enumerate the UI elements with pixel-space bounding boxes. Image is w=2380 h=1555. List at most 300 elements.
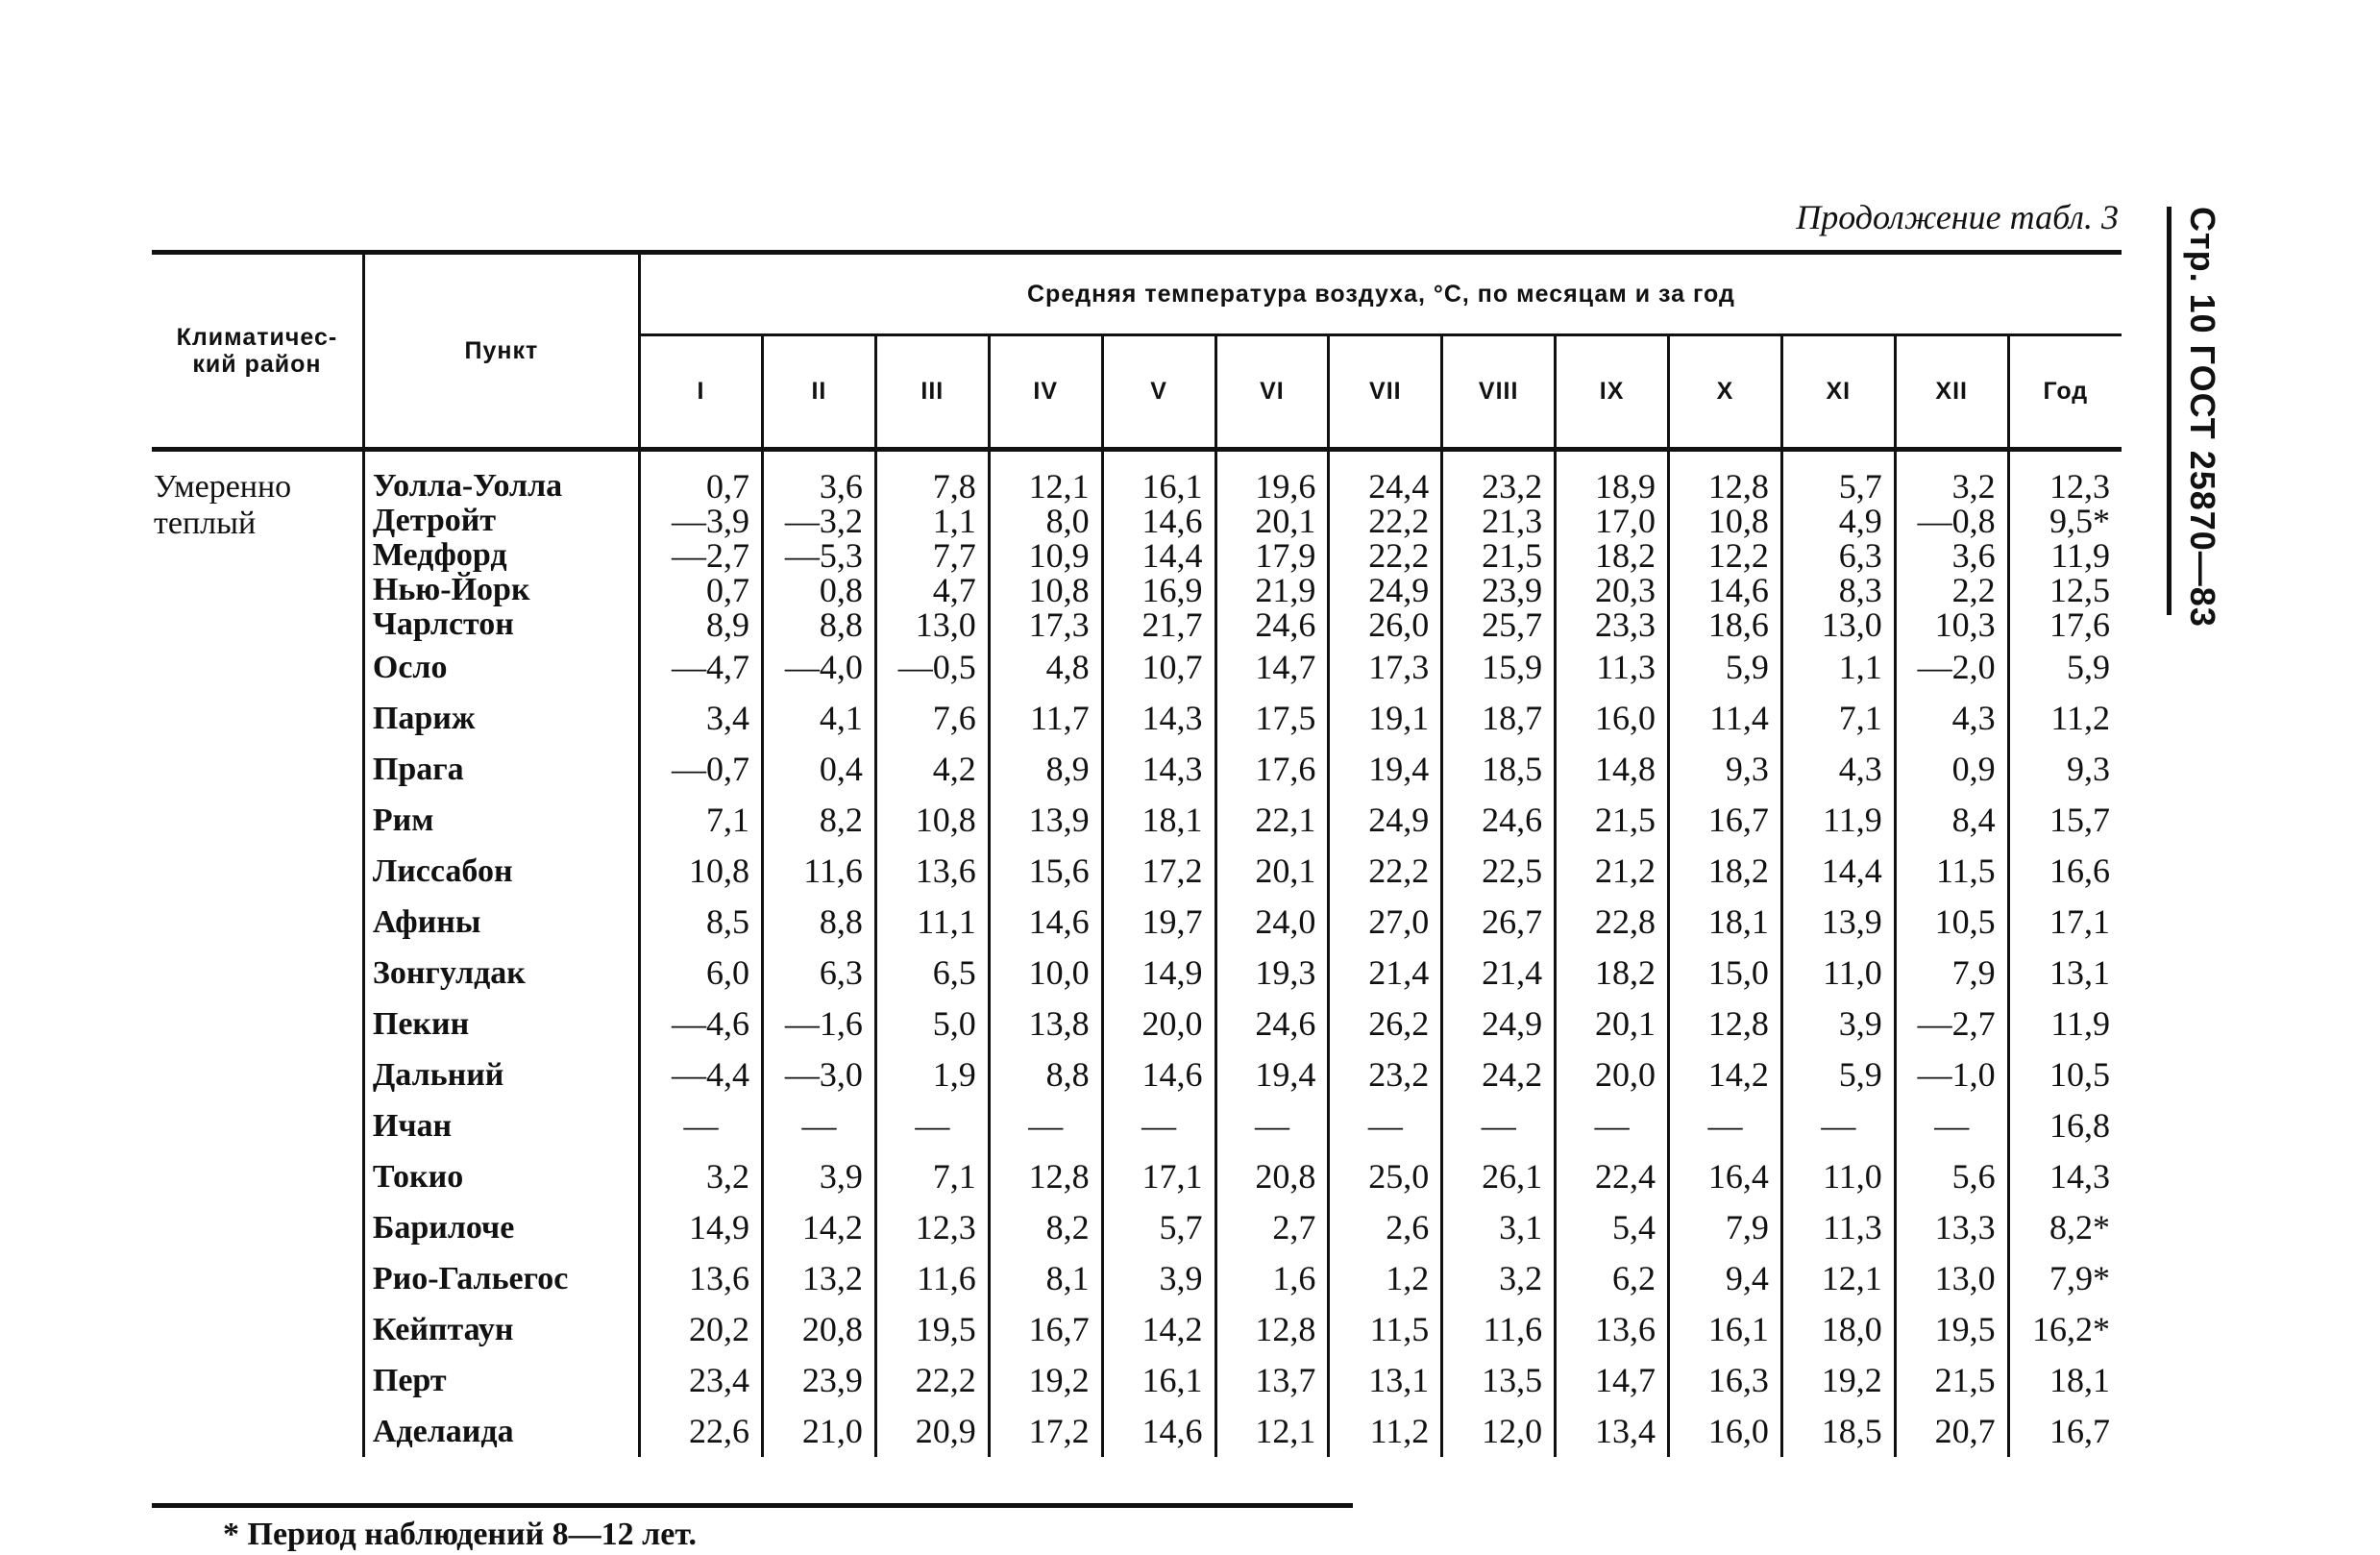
value-cell: 16,1 xyxy=(1669,1304,1782,1355)
value-cell: 8,9 xyxy=(639,607,762,642)
value-cell: 14,4 xyxy=(1102,538,1215,573)
value-cell: 20,1 xyxy=(1215,504,1329,538)
table-row xyxy=(152,1151,2122,1202)
table-row xyxy=(152,795,2122,846)
value-cell: 21,5 xyxy=(1556,795,1669,846)
value-cell: 11,6 xyxy=(763,846,876,897)
page-number-standard: Стр. 10 ГОСТ 25870—83 xyxy=(2183,207,2222,628)
value-cell: 19,5 xyxy=(875,1304,989,1355)
value-cell: —4,0 xyxy=(763,642,876,693)
value-cell: 18,1 xyxy=(2008,1355,2122,1406)
value-cell: 22,2 xyxy=(1329,504,1442,538)
value-cell: 9,3 xyxy=(1669,744,1782,795)
value-cell: 18,6 xyxy=(1669,607,1782,642)
value-cell: 23,9 xyxy=(763,1355,876,1406)
place-cell: Зонгулдак xyxy=(363,948,639,999)
value-cell: 24,0 xyxy=(1215,897,1329,948)
table-row xyxy=(152,1253,2122,1304)
value-cell: 14,3 xyxy=(2008,1151,2122,1202)
value-cell: 5,7 xyxy=(1102,1202,1215,1253)
value-cell: 11,4 xyxy=(1669,693,1782,744)
value-cell: 12,8 xyxy=(1215,1304,1329,1355)
value-cell: 14,2 xyxy=(763,1202,876,1253)
place-cell: Барилоче xyxy=(363,1202,639,1253)
value-cell: 24,6 xyxy=(1215,999,1329,1049)
value-cell: 11,2 xyxy=(1329,1406,1442,1457)
header-month: VI xyxy=(1215,335,1329,450)
value-cell: 16,4 xyxy=(1669,1151,1782,1202)
value-cell: 13,8 xyxy=(989,999,1102,1049)
value-cell: 8,0 xyxy=(989,504,1102,538)
value-cell: 3,1 xyxy=(1442,1202,1556,1253)
region-cell: Умеренно теплый xyxy=(154,469,292,541)
value-cell: 0,4 xyxy=(763,744,876,795)
header-month: X xyxy=(1669,335,1782,450)
value-cell: 21,2 xyxy=(1556,846,1669,897)
value-cell: 23,2 xyxy=(1442,469,1556,504)
value-cell: 8,9 xyxy=(989,744,1102,795)
value-cell: 14,6 xyxy=(989,897,1102,948)
value-cell: 5,0 xyxy=(875,999,989,1049)
value-cell: 17,6 xyxy=(2008,607,2122,642)
header-month: I xyxy=(639,335,762,450)
value-cell: 3,9 xyxy=(1781,999,1895,1049)
value-cell: 7,1 xyxy=(875,1151,989,1202)
value-cell: 4,2 xyxy=(875,744,989,795)
value-cell: 24,2 xyxy=(1442,1049,1556,1100)
value-cell: 13,1 xyxy=(1329,1355,1442,1406)
value-cell: — xyxy=(989,1100,1102,1151)
value-cell: 20,0 xyxy=(1556,1049,1669,1100)
value-cell: 16,3 xyxy=(1669,1355,1782,1406)
page-side-label xyxy=(2176,207,2234,629)
value-cell: 14,2 xyxy=(1669,1049,1782,1100)
value-cell: —4,6 xyxy=(639,999,762,1049)
place-cell: Рим xyxy=(363,795,639,846)
value-cell: 3,2 xyxy=(639,1151,762,1202)
value-cell: 23,3 xyxy=(1556,607,1669,642)
value-cell: — xyxy=(875,1100,989,1151)
value-cell: 15,0 xyxy=(1669,948,1782,999)
value-cell: 1,1 xyxy=(1781,642,1895,693)
value-cell: 11,1 xyxy=(875,897,989,948)
value-cell: 2,2 xyxy=(1895,573,2008,607)
value-cell: 8,8 xyxy=(763,607,876,642)
value-cell: 3,6 xyxy=(763,469,876,504)
value-cell: 22,5 xyxy=(1442,846,1556,897)
value-cell: 13,0 xyxy=(1895,1253,2008,1304)
value-cell: 17,3 xyxy=(1329,642,1442,693)
value-cell: 13,6 xyxy=(875,846,989,897)
value-cell: 16,0 xyxy=(1556,693,1669,744)
value-cell: 4,1 xyxy=(763,693,876,744)
value-cell: 17,3 xyxy=(989,607,1102,642)
value-cell: 11,6 xyxy=(1442,1304,1556,1355)
value-cell: 7,1 xyxy=(1781,693,1895,744)
value-cell: 6,3 xyxy=(1781,538,1895,573)
place-cell: Детройт xyxy=(363,504,639,538)
header-month: V xyxy=(1102,335,1215,450)
value-cell: 20,8 xyxy=(1215,1151,1329,1202)
temperature-table xyxy=(152,250,2122,1509)
place-cell: Пекин xyxy=(363,999,639,1049)
value-cell: 11,5 xyxy=(1895,846,2008,897)
value-cell: — xyxy=(1102,1100,1215,1151)
value-cell: 16,7 xyxy=(989,1304,1102,1355)
value-cell: 10,5 xyxy=(1895,897,2008,948)
value-cell: 8,8 xyxy=(989,1049,1102,1100)
value-cell: —4,7 xyxy=(639,642,762,693)
value-cell: 16,8 xyxy=(2008,1100,2122,1151)
value-cell: 20,3 xyxy=(1556,573,1669,607)
value-cell: — xyxy=(1781,1100,1895,1151)
value-cell: 10,7 xyxy=(1102,642,1215,693)
value-cell: 19,6 xyxy=(1215,469,1329,504)
value-cell: 19,3 xyxy=(1215,948,1329,999)
place-cell: Дальний xyxy=(363,1049,639,1100)
table-row xyxy=(152,1202,2122,1253)
value-cell: 7,9* xyxy=(2008,1253,2122,1304)
value-cell: 8,2* xyxy=(2008,1202,2122,1253)
value-cell: 8,2 xyxy=(763,795,876,846)
table-row xyxy=(152,1049,2122,1100)
header-group: Средняя температура воздуха, °С, по месяцам и за год xyxy=(639,253,2122,335)
value-cell: 13,9 xyxy=(989,795,1102,846)
value-cell: 0,9 xyxy=(1895,744,2008,795)
value-cell: 10,3 xyxy=(1895,607,2008,642)
value-cell: 7,8 xyxy=(875,469,989,504)
table-row xyxy=(152,846,2122,897)
table-header xyxy=(152,250,2122,452)
value-cell: 18,2 xyxy=(1556,538,1669,573)
value-cell: 4,3 xyxy=(1895,693,2008,744)
value-cell: 13,6 xyxy=(639,1253,762,1304)
value-cell: 16,7 xyxy=(1669,795,1782,846)
value-cell: 22,1 xyxy=(1215,795,1329,846)
value-cell: 16,2* xyxy=(2008,1304,2122,1355)
table-body xyxy=(152,452,2122,1457)
value-cell: 4,9 xyxy=(1781,504,1895,538)
value-cell: 8,5 xyxy=(639,897,762,948)
value-cell: 24,9 xyxy=(1329,573,1442,607)
value-cell: 21,3 xyxy=(1442,504,1556,538)
place-cell: Медфорд xyxy=(363,538,639,573)
place-cell: Чарлстон xyxy=(363,607,639,642)
value-cell: 12,1 xyxy=(1781,1253,1895,1304)
value-cell: 12,8 xyxy=(1669,999,1782,1049)
table-row xyxy=(152,897,2122,948)
header-month: VIII xyxy=(1442,335,1556,450)
value-cell: 13,1 xyxy=(2008,948,2122,999)
value-cell: 19,7 xyxy=(1102,897,1215,948)
value-cell: 19,4 xyxy=(1329,744,1442,795)
value-cell: 26,7 xyxy=(1442,897,1556,948)
value-cell: 11,9 xyxy=(2008,538,2122,573)
value-cell: 17,1 xyxy=(1102,1151,1215,1202)
value-cell: — xyxy=(1895,1100,2008,1151)
value-cell: 15,7 xyxy=(2008,795,2122,846)
footnote: * Период наблюдений 8—12 лет. xyxy=(223,1517,697,1552)
value-cell: 11,5 xyxy=(1329,1304,1442,1355)
value-cell: 14,3 xyxy=(1102,744,1215,795)
value-cell: 3,4 xyxy=(639,693,762,744)
value-cell: —1,6 xyxy=(763,999,876,1049)
place-cell: Уолла-Уолла xyxy=(363,469,639,504)
table-row xyxy=(152,504,2122,538)
value-cell: 26,0 xyxy=(1329,607,1442,642)
value-cell: 9,5* xyxy=(2008,504,2122,538)
value-cell: 3,9 xyxy=(763,1151,876,1202)
value-cell: 13,4 xyxy=(1556,1406,1669,1457)
value-cell: 14,6 xyxy=(1669,573,1782,607)
value-cell: 13,9 xyxy=(1781,897,1895,948)
value-cell: — xyxy=(1329,1100,1442,1151)
value-cell: 9,3 xyxy=(2008,744,2122,795)
value-cell: —3,2 xyxy=(763,504,876,538)
value-cell: 12,0 xyxy=(1442,1406,1556,1457)
value-cell: 14,9 xyxy=(1102,948,1215,999)
value-cell: 11,9 xyxy=(1781,795,1895,846)
table-row xyxy=(152,1100,2122,1151)
value-cell: 19,4 xyxy=(1215,1049,1329,1100)
table-row xyxy=(152,948,2122,999)
value-cell: 6,0 xyxy=(639,948,762,999)
value-cell: 21,7 xyxy=(1102,607,1215,642)
value-cell: 21,4 xyxy=(1329,948,1442,999)
value-cell: 1,9 xyxy=(875,1049,989,1100)
value-cell: 8,2 xyxy=(989,1202,1102,1253)
value-cell: 25,0 xyxy=(1329,1151,1442,1202)
value-cell: 5,7 xyxy=(1781,469,1895,504)
value-cell: — xyxy=(639,1100,762,1151)
value-cell: 6,2 xyxy=(1556,1253,1669,1304)
value-cell: 20,0 xyxy=(1102,999,1215,1049)
header-region: Климатичес- кий район xyxy=(176,324,338,378)
value-cell: 13,6 xyxy=(1556,1304,1669,1355)
value-cell: 23,2 xyxy=(1329,1049,1442,1100)
value-cell: 11,6 xyxy=(875,1253,989,1304)
value-cell: 8,1 xyxy=(989,1253,1102,1304)
value-cell: 17,2 xyxy=(1102,846,1215,897)
value-cell: 5,6 xyxy=(1895,1151,2008,1202)
value-cell: 10,8 xyxy=(989,573,1102,607)
value-cell: 10,0 xyxy=(989,948,1102,999)
value-cell: 19,2 xyxy=(1781,1355,1895,1406)
value-cell: 8,4 xyxy=(1895,795,2008,846)
value-cell: 10,5 xyxy=(2008,1049,2122,1100)
value-cell: 14,4 xyxy=(1781,846,1895,897)
value-cell: —1,0 xyxy=(1895,1049,2008,1100)
place-cell: Афины xyxy=(363,897,639,948)
value-cell: 14,8 xyxy=(1556,744,1669,795)
value-cell: 22,6 xyxy=(639,1406,762,1457)
value-cell: 14,6 xyxy=(1102,1049,1215,1100)
value-cell: 13,7 xyxy=(1215,1355,1329,1406)
value-cell: 12,1 xyxy=(989,469,1102,504)
value-cell: 26,1 xyxy=(1442,1151,1556,1202)
value-cell: —0,5 xyxy=(875,642,989,693)
value-cell: 19,5 xyxy=(1895,1304,2008,1355)
value-cell: 19,2 xyxy=(989,1355,1102,1406)
place-cell: Осло xyxy=(363,642,639,693)
value-cell: 13,0 xyxy=(1781,607,1895,642)
table-row xyxy=(152,1355,2122,1406)
value-cell: 14,3 xyxy=(1102,693,1215,744)
value-cell: 10,8 xyxy=(1669,504,1782,538)
value-cell: 18,7 xyxy=(1442,693,1556,744)
value-cell: 12,8 xyxy=(989,1151,1102,1202)
spacer-row xyxy=(152,452,2122,469)
table-row xyxy=(152,538,2122,573)
value-cell: 18,5 xyxy=(1442,744,1556,795)
header-place: Пункт xyxy=(363,253,639,450)
value-cell: 2,7 xyxy=(1215,1202,1329,1253)
value-cell: 3,9 xyxy=(1102,1253,1215,1304)
value-cell: —4,4 xyxy=(639,1049,762,1100)
value-cell: 7,6 xyxy=(875,693,989,744)
value-cell: 16,6 xyxy=(2008,846,2122,897)
value-cell: 17,0 xyxy=(1556,504,1669,538)
value-cell: 1,2 xyxy=(1329,1253,1442,1304)
header-month: VII xyxy=(1329,335,1442,450)
value-cell: 16,0 xyxy=(1669,1406,1782,1457)
value-cell: 24,6 xyxy=(1215,607,1329,642)
table-row xyxy=(152,744,2122,795)
value-cell: 10,8 xyxy=(875,795,989,846)
value-cell: 5,9 xyxy=(2008,642,2122,693)
value-cell: 7,9 xyxy=(1669,1202,1782,1253)
value-cell: 20,9 xyxy=(875,1406,989,1457)
value-cell: 6,5 xyxy=(875,948,989,999)
value-cell: 12,5 xyxy=(2008,573,2122,607)
table-row xyxy=(152,1406,2122,1457)
value-cell: 11,2 xyxy=(2008,693,2122,744)
value-cell: —5,3 xyxy=(763,538,876,573)
value-cell: 11,0 xyxy=(1781,948,1895,999)
value-cell: 5,9 xyxy=(1781,1049,1895,1100)
value-cell: 11,9 xyxy=(2008,999,2122,1049)
header-month: III xyxy=(875,335,989,450)
value-cell: 20,7 xyxy=(1895,1406,2008,1457)
value-cell: — xyxy=(1215,1100,1329,1151)
value-cell: 17,2 xyxy=(989,1406,1102,1457)
value-cell: 19,1 xyxy=(1329,693,1442,744)
header-month: IV xyxy=(989,335,1102,450)
value-cell: 21,4 xyxy=(1442,948,1556,999)
value-cell: 11,0 xyxy=(1781,1151,1895,1202)
value-cell: 18,5 xyxy=(1781,1406,1895,1457)
value-cell: 18,1 xyxy=(1669,897,1782,948)
value-cell: 11,3 xyxy=(1556,642,1669,693)
value-cell: 17,1 xyxy=(2008,897,2122,948)
value-cell: 12,3 xyxy=(875,1202,989,1253)
value-cell: 9,4 xyxy=(1669,1253,1782,1304)
value-cell: 22,2 xyxy=(1329,538,1442,573)
side-rule xyxy=(2167,207,2171,615)
value-cell: 24,6 xyxy=(1442,795,1556,846)
place-cell: Аделаида xyxy=(363,1406,639,1457)
value-cell: 17,6 xyxy=(1215,744,1329,795)
value-cell: 14,7 xyxy=(1556,1355,1669,1406)
value-cell: 4,7 xyxy=(875,573,989,607)
place-cell: Лиссабон xyxy=(363,846,639,897)
value-cell: 3,6 xyxy=(1895,538,2008,573)
value-cell: 0,7 xyxy=(639,573,762,607)
value-cell: 14,2 xyxy=(1102,1304,1215,1355)
value-cell: 20,2 xyxy=(639,1304,762,1355)
value-cell: 15,6 xyxy=(989,846,1102,897)
place-cell: Париж xyxy=(363,693,639,744)
value-cell: 16,1 xyxy=(1102,1355,1215,1406)
value-cell: 21,5 xyxy=(1895,1355,2008,1406)
value-cell: 12,1 xyxy=(1215,1406,1329,1457)
value-cell: —2,7 xyxy=(1895,999,2008,1049)
value-cell: 8,3 xyxy=(1781,573,1895,607)
value-cell: 22,2 xyxy=(1329,846,1442,897)
value-cell: 12,2 xyxy=(1669,538,1782,573)
header-month: XI xyxy=(1781,335,1895,450)
value-cell: 26,2 xyxy=(1329,999,1442,1049)
place-cell: Прага xyxy=(363,744,639,795)
value-cell: 2,6 xyxy=(1329,1202,1442,1253)
header-month: II xyxy=(763,335,876,450)
value-cell: 15,9 xyxy=(1442,642,1556,693)
value-cell: 21,5 xyxy=(1442,538,1556,573)
value-cell: 14,9 xyxy=(639,1202,762,1253)
value-cell: 20,1 xyxy=(1215,846,1329,897)
value-cell: 16,7 xyxy=(2008,1406,2122,1457)
value-cell: 18,1 xyxy=(1102,795,1215,846)
value-cell: 1,1 xyxy=(875,504,989,538)
value-cell: — xyxy=(763,1100,876,1151)
value-cell: 13,5 xyxy=(1442,1355,1556,1406)
value-cell: 4,8 xyxy=(989,642,1102,693)
value-cell: 8,8 xyxy=(763,897,876,948)
table-row xyxy=(152,469,2122,504)
value-cell: 10,9 xyxy=(989,538,1102,573)
value-cell: —3,9 xyxy=(639,504,762,538)
place-cell: Нью-Йорк xyxy=(363,573,639,607)
value-cell: 16,9 xyxy=(1102,573,1215,607)
value-cell: 20,1 xyxy=(1556,999,1669,1049)
value-cell: 3,2 xyxy=(1442,1253,1556,1304)
value-cell: 7,9 xyxy=(1895,948,2008,999)
value-cell: 21,0 xyxy=(763,1406,876,1457)
value-cell: 22,2 xyxy=(875,1355,989,1406)
value-cell: 4,3 xyxy=(1781,744,1895,795)
value-cell: 16,1 xyxy=(1102,469,1215,504)
value-cell: 1,6 xyxy=(1215,1253,1329,1304)
value-cell: 14,6 xyxy=(1102,504,1215,538)
value-cell: —2,7 xyxy=(639,538,762,573)
table-row xyxy=(152,642,2122,693)
value-cell: 27,0 xyxy=(1329,897,1442,948)
value-cell: 11,3 xyxy=(1781,1202,1895,1253)
value-cell: 13,2 xyxy=(763,1253,876,1304)
header-month: Год xyxy=(2008,335,2122,450)
table-caption: Продолжение табл. 3 xyxy=(1796,198,2119,236)
value-cell: 5,9 xyxy=(1669,642,1782,693)
value-cell: 20,8 xyxy=(763,1304,876,1355)
value-cell: 21,9 xyxy=(1215,573,1329,607)
table-row xyxy=(152,573,2122,607)
value-cell: 0,8 xyxy=(763,573,876,607)
table-row xyxy=(152,1304,2122,1355)
value-cell: 22,8 xyxy=(1556,897,1669,948)
value-cell: 24,9 xyxy=(1329,795,1442,846)
value-cell: —0,7 xyxy=(639,744,762,795)
value-cell: 14,6 xyxy=(1102,1406,1215,1457)
